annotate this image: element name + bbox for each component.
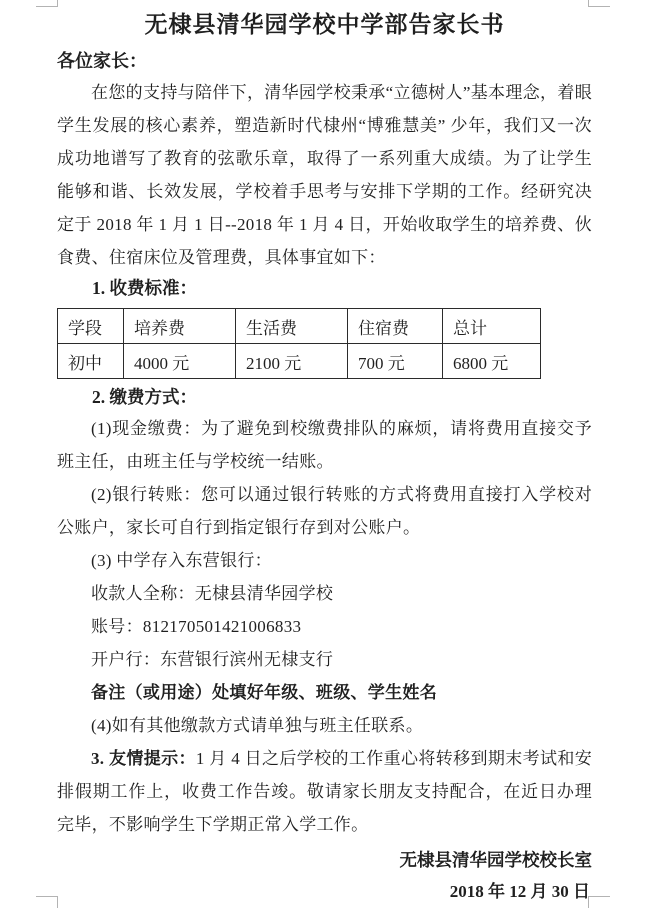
remark-note-line: 备注（或用途）处填好年级、班级、学生姓名: [91, 683, 437, 702]
tip-prefix: 3. 友情提示：: [91, 749, 196, 768]
fee-table-header-cell: 总计: [443, 309, 541, 344]
fee-table-data-row: [58, 344, 541, 379]
fee-table-cell: 2100 元: [236, 344, 348, 379]
fee-table: [57, 308, 541, 379]
fee-table-cell: 6800 元: [443, 344, 541, 379]
bank-branch-line: 开户行：东营银行滨州无棣支行: [91, 650, 334, 669]
intro-paragraph: 在您的支持与陪伴下，清华园学校秉承“立德树人”基本理念，着眼学生发展的核心素养，塑造新时代棣州“博雅慧美” 少年，我们又一次成功地谱写了教育的弦歌乐章，取得了一系列重大成绩。为了让学生能够和谐、长效发展，学校着手思考与安排下学期的工作。经研究决定于 2018 年 1 月 1 日--2018 年 1 月 4 日，开始收取学生的培养费、伙食费、住宿床位及管理费，具体事宜如下：: [57, 83, 592, 267]
fee-table-header-cell: 生活费: [236, 309, 348, 344]
fee-table-header-cell: 住宿费: [348, 309, 443, 344]
section2-heading: 2. 缴费方式：: [92, 387, 197, 407]
date-line: 2018 年 12 月 30 日: [449, 882, 590, 901]
fee-table-header-cell: 学段: [58, 309, 124, 344]
fee-table-cell: 4000 元: [124, 344, 236, 379]
tip-text: 1 月 4 日之后学校的工作重心将转移到期末考试和安排假期工作上，收费工作告竣。敬请家长朋友支持配合，在近日办理完毕，不影响学生下学期正常入学工作。: [57, 749, 592, 834]
crop-mark-bottom-right: [588, 896, 610, 908]
salutation: 各位家长：: [57, 51, 147, 71]
crop-mark-top-right: [588, 0, 610, 7]
payment-item-other: (4)如有其他缴款方式请单独与班主任联系。: [91, 716, 424, 735]
crop-mark-top-left: [36, 0, 58, 7]
fee-table-header-row: [58, 309, 541, 344]
account-number-line: 账号：812170501421006833: [91, 617, 302, 636]
payment-item-cash: (1)现金缴费：为了避免到校缴费排队的麻烦，请将费用直接交予班主任，由班主任与学校统一结账。: [57, 419, 592, 471]
fee-table-header-cell: 培养费: [124, 309, 236, 344]
fee-table-cell: 初中: [58, 344, 124, 379]
payee-line: 收款人全称：无棣县清华园学校: [91, 584, 334, 603]
crop-mark-bottom-left: [36, 896, 58, 908]
signature-line: 无棣县清华园学校校长室: [399, 850, 592, 870]
payment-item-transfer: (2)银行转账：您可以通过银行转账的方式将费用直接打入学校对公账户，家长可自行到指定银行存到对公账户。: [57, 485, 592, 537]
tip-paragraph: [57, 742, 592, 841]
payment-item-bank: (3) 中学存入东营银行：: [91, 551, 272, 570]
page-title: 无棣县清华园学校中学部告家长书: [144, 12, 505, 37]
section1-heading: 1. 收费标准：: [92, 278, 197, 298]
fee-table-cell: 700 元: [348, 344, 443, 379]
